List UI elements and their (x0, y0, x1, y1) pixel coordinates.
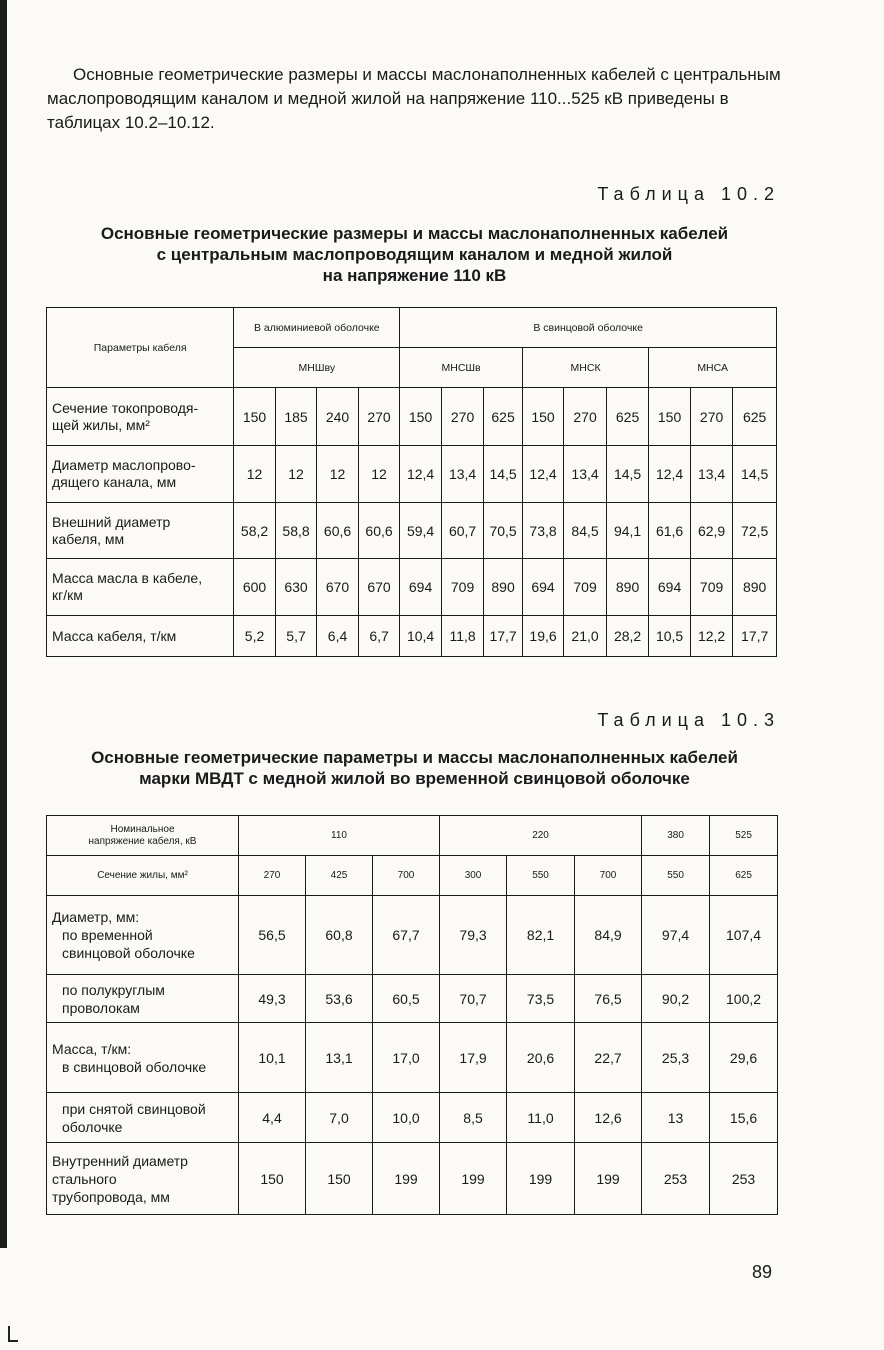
table-cell: 7,0 (306, 1093, 373, 1143)
header-section: 625 (710, 856, 778, 896)
table-cell: 4,4 (239, 1093, 306, 1143)
table-cell: 14,5 (733, 446, 777, 503)
table-cell: 15,6 (710, 1093, 778, 1143)
row-label (47, 388, 234, 446)
corner-mark-foot (8, 1340, 18, 1342)
header-brand: МНСА (649, 348, 777, 388)
table-cell: 13,4 (564, 446, 607, 503)
table-10-3-label: Таблица 10.3 (597, 710, 780, 730)
row-label (47, 616, 234, 657)
table-cell: 270 (564, 388, 607, 446)
table-cell: 199 (440, 1143, 507, 1215)
table-cell: 6,4 (317, 616, 359, 657)
table-cell: 17,7 (484, 616, 522, 657)
table-cell: 694 (400, 559, 442, 616)
header-brand: МНШву (234, 348, 400, 388)
table-cell: 13 (642, 1093, 710, 1143)
title-line: марки МВДТ с медной жилой во временной свинцовой оболочке (139, 769, 690, 788)
header-section: 700 (373, 856, 440, 896)
table-cell: 625 (733, 388, 777, 446)
table-cell: 600 (234, 559, 276, 616)
table-cell: 72,5 (733, 503, 777, 559)
title-line: Основные геометрические размеры и массы маслонаполненных кабелей (100, 224, 729, 243)
table-cell: 670 (317, 559, 359, 616)
table-cell: 240 (317, 388, 359, 446)
table-cell: 11,0 (507, 1093, 575, 1143)
row-label (47, 975, 239, 1023)
table-cell: 150 (522, 388, 564, 446)
row-group-label: Масса, т/км: (52, 1040, 132, 1057)
table-cell: 630 (275, 559, 317, 616)
table-cell: 60,5 (373, 975, 440, 1023)
header-brand: МНСК (522, 348, 649, 388)
table-row (47, 1143, 778, 1215)
table-cell: 94,1 (606, 503, 649, 559)
table-cell: 253 (642, 1143, 710, 1215)
table-cell: 890 (484, 559, 522, 616)
table-cell: 10,1 (239, 1023, 306, 1093)
table-cell: 199 (373, 1143, 440, 1215)
table-cell: 11,8 (441, 616, 484, 657)
table-cell: 14,5 (484, 446, 522, 503)
title-line: на напряжение 110 кВ (322, 266, 507, 285)
table-cell: 253 (710, 1143, 778, 1215)
title-line: с центральным маслопроводящим каналом и медной жилой (156, 245, 673, 264)
table-cell: 270 (358, 388, 400, 446)
row-label (47, 1143, 239, 1215)
table-10-3 (46, 815, 778, 1215)
header-brand: МНСШв (400, 348, 522, 388)
row-label-text: Внутренний диаметр стального трубопровода, мм (52, 1152, 188, 1205)
table-cell: 13,1 (306, 1023, 373, 1093)
table-cell: 694 (649, 559, 691, 616)
table-cell: 21,0 (564, 616, 607, 657)
table-cell: 13,4 (441, 446, 484, 503)
header-section-label: Сечение жилы, мм² (47, 856, 239, 896)
table-cell: 12,4 (400, 446, 442, 503)
header-voltage: 380 (642, 816, 710, 856)
table-row (47, 503, 777, 559)
table-cell: 100,2 (710, 975, 778, 1023)
header-section: 270 (239, 856, 306, 896)
table-cell: 8,5 (440, 1093, 507, 1143)
table-10-2-body (47, 388, 777, 657)
table-cell: 270 (690, 388, 733, 446)
table-cell: 76,5 (575, 975, 642, 1023)
table-cell: 5,2 (234, 616, 276, 657)
table-cell: 70,5 (484, 503, 522, 559)
table-cell: 67,7 (373, 896, 440, 975)
table-cell: 12,4 (522, 446, 564, 503)
row-label (47, 896, 239, 975)
table-cell: 97,4 (642, 896, 710, 975)
table-10-2-title (47, 223, 782, 286)
scan-edge (0, 0, 7, 1248)
table-cell: 12,4 (649, 446, 691, 503)
row-label-text: Масса масла в кабеле, кг/км (52, 570, 203, 603)
table-10-3-title (47, 747, 782, 789)
table-cell: 12,2 (690, 616, 733, 657)
table-cell: 10,4 (400, 616, 442, 657)
table-cell: 20,6 (507, 1023, 575, 1093)
table-cell: 12 (234, 446, 276, 503)
table-cell: 270 (441, 388, 484, 446)
table-cell: 10,5 (649, 616, 691, 657)
table-row (47, 388, 777, 446)
table-cell: 29,6 (710, 1023, 778, 1093)
table-cell: 625 (606, 388, 649, 446)
table-cell: 59,4 (400, 503, 442, 559)
table-cell: 58,8 (275, 503, 317, 559)
table-cell: 709 (441, 559, 484, 616)
table-row (47, 446, 777, 503)
header-voltage: 110 (239, 816, 440, 856)
table-cell: 6,7 (358, 616, 400, 657)
table-cell: 17,7 (733, 616, 777, 657)
table-cell: 150 (306, 1143, 373, 1215)
table-cell: 709 (564, 559, 607, 616)
table-cell: 60,6 (358, 503, 400, 559)
table-cell: 90,2 (642, 975, 710, 1023)
table-cell: 14,5 (606, 446, 649, 503)
header-voltage: 220 (440, 816, 642, 856)
table-cell: 62,9 (690, 503, 733, 559)
table-cell: 17,0 (373, 1023, 440, 1093)
table-10-2 (46, 307, 777, 657)
header-group-aluminum: В алюминиевой оболочке (234, 308, 400, 348)
table-row (47, 616, 777, 657)
title-line: Основные геометрические параметры и массы маслонаполненных кабелей (91, 748, 738, 767)
table-cell: 185 (275, 388, 317, 446)
table-cell: 150 (239, 1143, 306, 1215)
table-10-3-body (47, 896, 778, 1215)
table-cell: 199 (507, 1143, 575, 1215)
table-cell: 25,3 (642, 1023, 710, 1093)
table-row (47, 975, 778, 1023)
table-cell: 670 (358, 559, 400, 616)
table-cell: 890 (733, 559, 777, 616)
table-row (47, 1093, 778, 1143)
table-cell: 84,9 (575, 896, 642, 975)
table-cell: 694 (522, 559, 564, 616)
table-cell: 5,7 (275, 616, 317, 657)
page-number: 89 (752, 1262, 773, 1282)
table-cell: 60,8 (306, 896, 373, 975)
row-label (47, 503, 234, 559)
table-cell: 709 (690, 559, 733, 616)
row-label (47, 559, 234, 616)
table-row (47, 559, 777, 616)
table-cell: 890 (606, 559, 649, 616)
row-label-text: Внешний диаметр кабеля, мм (52, 513, 171, 547)
table-cell: 60,7 (441, 503, 484, 559)
header-group-lead: В свинцовой оболочке (400, 308, 777, 348)
table-cell: 12 (275, 446, 317, 503)
row-label (47, 1023, 239, 1093)
row-label (47, 1093, 239, 1143)
table-10-2-label: Таблица 10.2 (597, 184, 780, 204)
row-group-label: Диаметр, мм: (52, 909, 140, 925)
row-label-text: в свинцовой оболочке (62, 1058, 207, 1075)
table-cell: 56,5 (239, 896, 306, 975)
table-cell: 13,4 (690, 446, 733, 503)
table-cell: 10,0 (373, 1093, 440, 1143)
table-cell: 12 (317, 446, 359, 503)
header-section: 550 (642, 856, 710, 896)
row-label (47, 446, 234, 503)
table-cell: 22,7 (575, 1023, 642, 1093)
header-voltage: 525 (710, 816, 778, 856)
header-section: 300 (440, 856, 507, 896)
table-row (47, 896, 778, 975)
table-cell: 49,3 (239, 975, 306, 1023)
table-cell: 28,2 (606, 616, 649, 657)
table-cell: 73,5 (507, 975, 575, 1023)
table-cell: 70,7 (440, 975, 507, 1023)
intro-paragraph: Основные геометрические размеры и массы маслонаполненных кабелей с центральным маслопроводящим каналом и медной жилой на напряжение 110...525 кВ приведены в таблицах 10.2–10.12. (47, 65, 781, 132)
row-label-text: Сечение токопроводя- щей жилы, мм² (52, 399, 199, 433)
table-cell: 53,6 (306, 975, 373, 1023)
header-section: 700 (575, 856, 642, 896)
table-cell: 150 (649, 388, 691, 446)
table-cell: 19,6 (522, 616, 564, 657)
header-param: Параметры кабеля (47, 308, 234, 388)
table-cell: 150 (400, 388, 442, 446)
table-cell: 58,2 (234, 503, 276, 559)
table-cell: 73,8 (522, 503, 564, 559)
table-cell: 12 (358, 446, 400, 503)
table-row (47, 1023, 778, 1093)
header-section: 425 (306, 856, 373, 896)
table-cell: 82,1 (507, 896, 575, 975)
table-cell: 107,4 (710, 896, 778, 975)
table-cell: 150 (234, 388, 276, 446)
table-cell: 61,6 (649, 503, 691, 559)
table-cell: 79,3 (440, 896, 507, 975)
row-label-text: Масса кабеля, т/км (52, 627, 177, 644)
table-cell: 199 (575, 1143, 642, 1215)
table-cell: 84,5 (564, 503, 607, 559)
row-label-text: при снятой свинцовой оболочке (62, 1100, 206, 1135)
header-section: 550 (507, 856, 575, 896)
row-label-text: по полукруглым проволокам (62, 981, 165, 1016)
table-cell: 625 (484, 388, 522, 446)
row-label-text: по временной свинцовой оболочке (62, 927, 195, 961)
table-cell: 60,6 (317, 503, 359, 559)
header-voltage-label: Номинальное напряжение кабеля, кВ (47, 816, 239, 856)
row-label-text: Диаметр маслопрово- дящего канала, мм (52, 457, 196, 490)
table-cell: 17,9 (440, 1023, 507, 1093)
table-cell: 12,6 (575, 1093, 642, 1143)
